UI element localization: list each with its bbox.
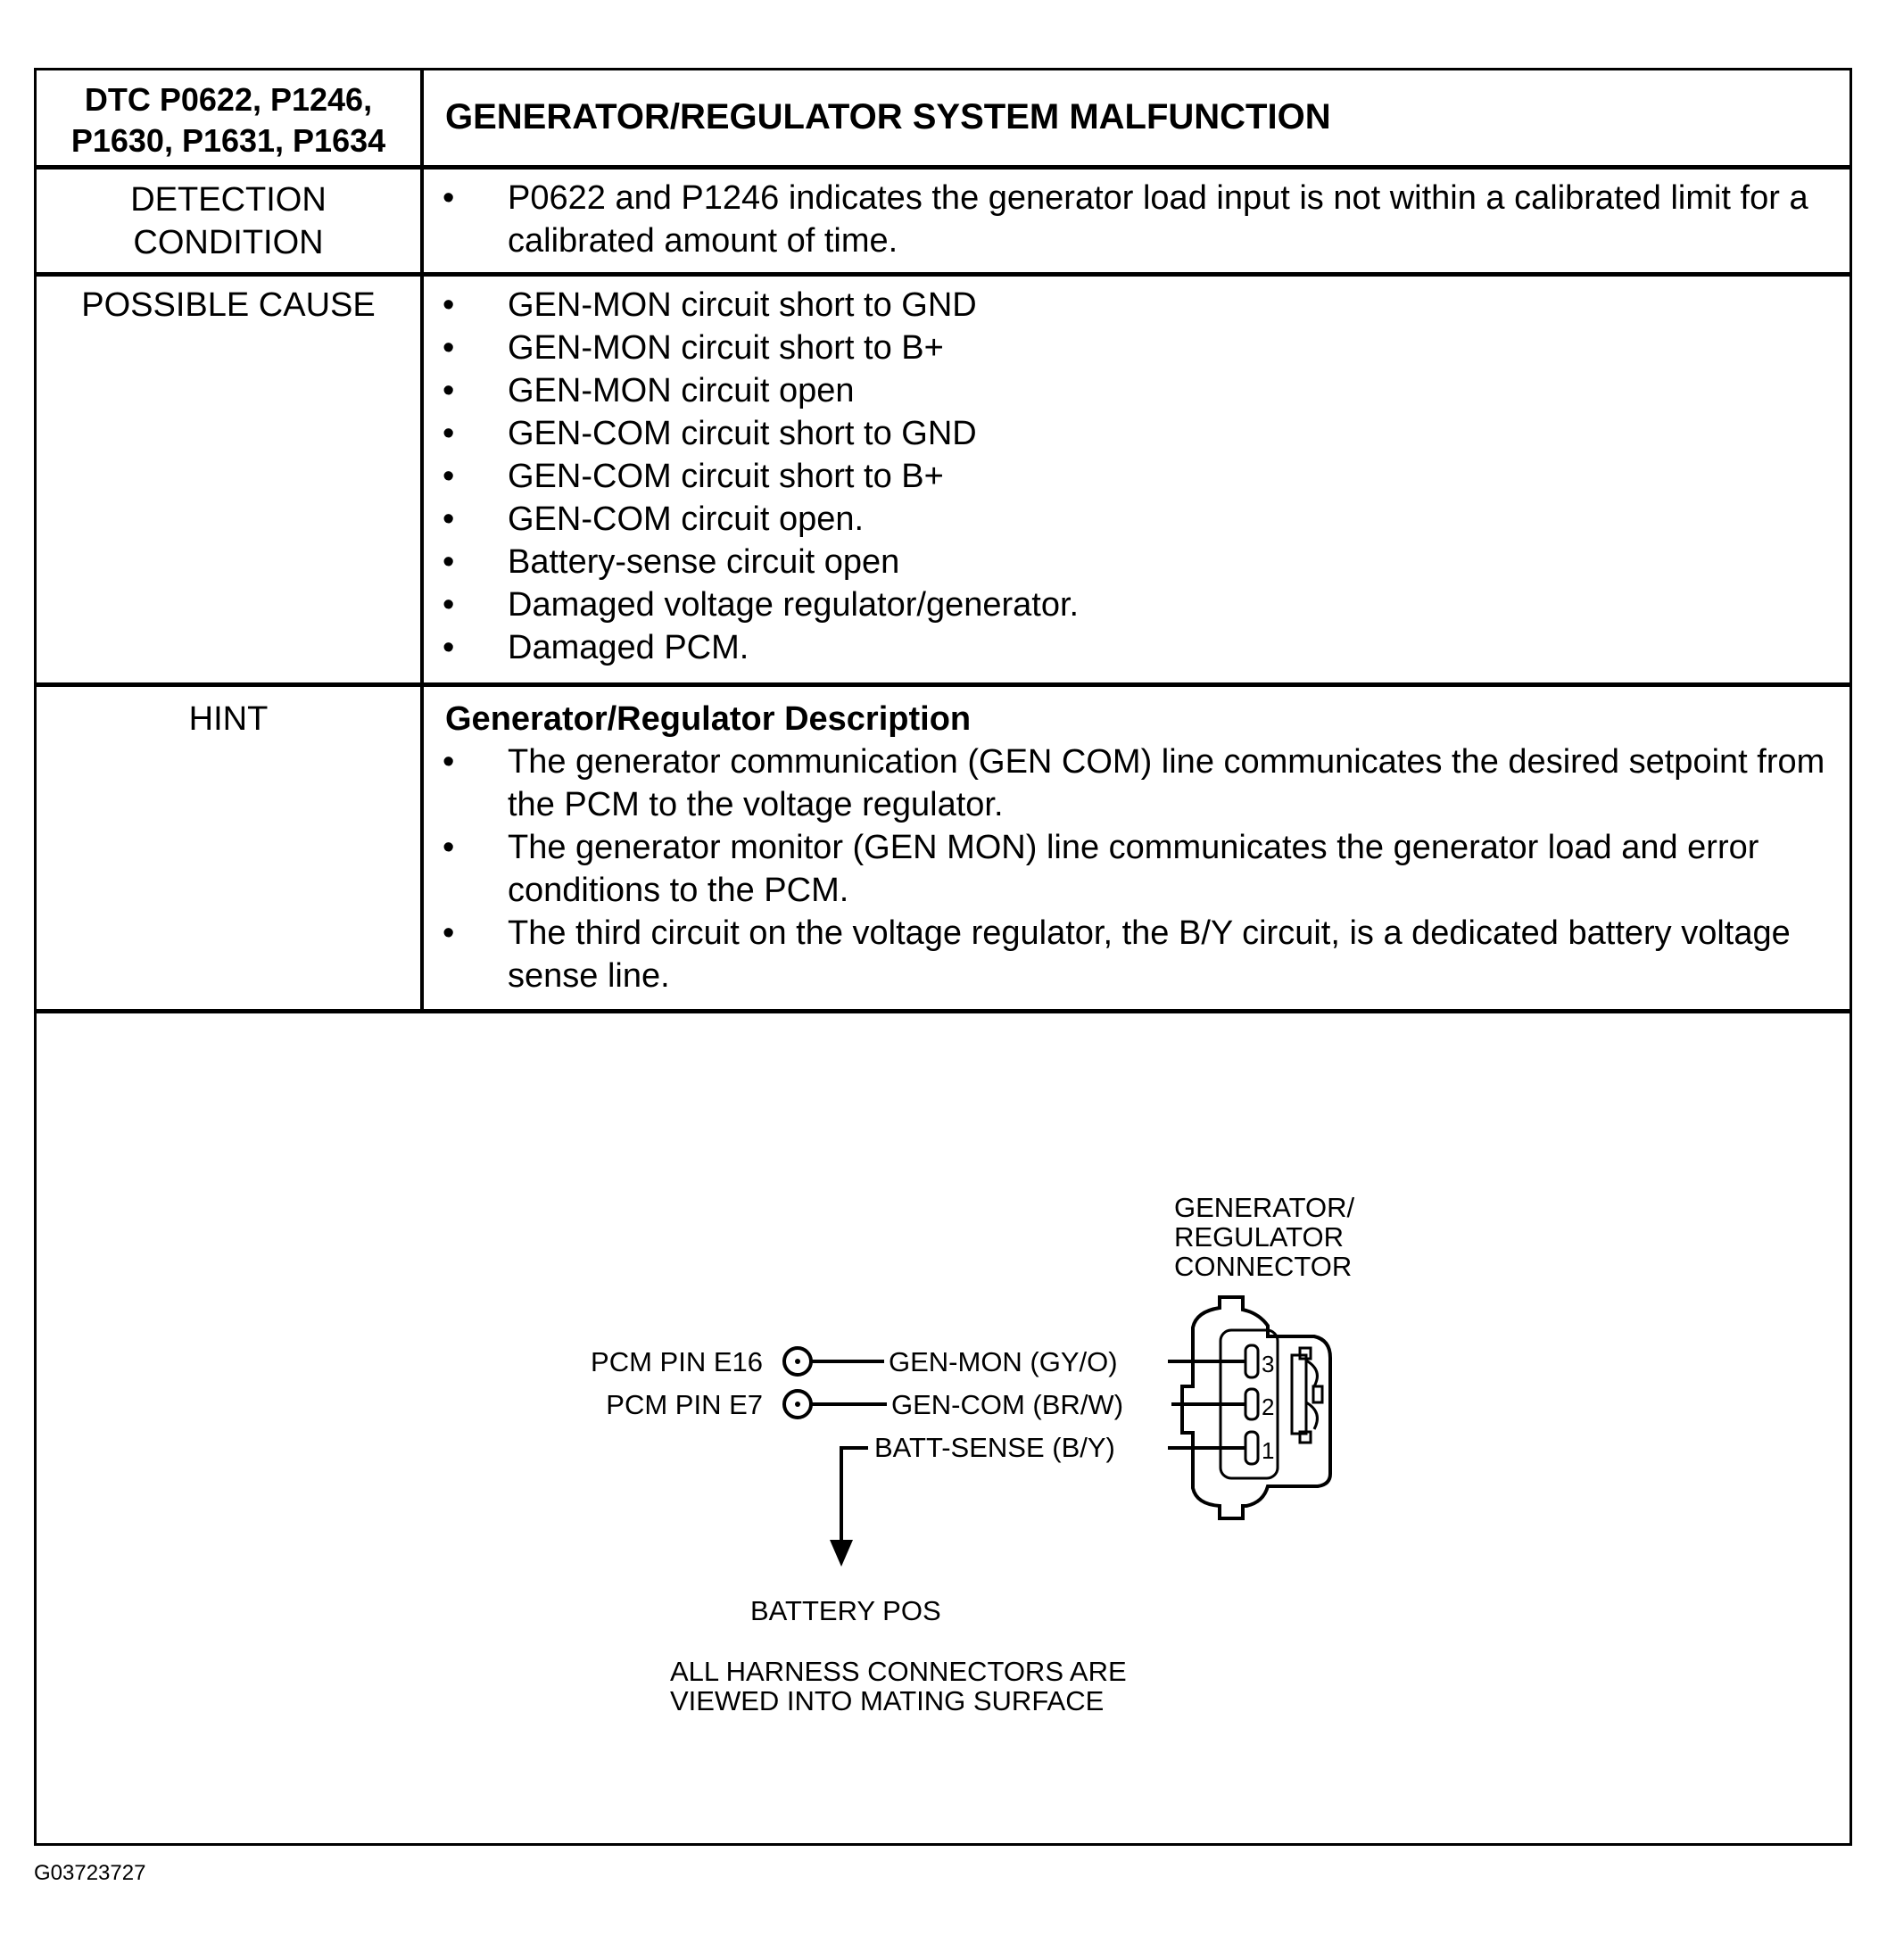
list-item: • P0622 and P1246 indicates the generator load input is not within a calibrated limit for a calibrated amount of time. — [427, 177, 1849, 262]
hint-title: Generator/Regulator Description — [445, 700, 972, 738]
note-line2: VIEWED INTO MATING SURFACE — [670, 1685, 1105, 1716]
hint-row — [37, 687, 1849, 1013]
hint-label: HINT — [37, 687, 424, 1009]
list-item: • Damaged PCM. — [427, 626, 1849, 669]
connector-title-line2: REGULATOR — [1174, 1221, 1345, 1253]
arrow-down-icon — [830, 1540, 853, 1567]
list-item: • Damaged voltage regulator/generator. — [427, 583, 1849, 626]
possible-cause-list — [427, 277, 1849, 682]
pcm-terminal-icon — [784, 1391, 811, 1418]
pcm-pin-e16-label: PCM PIN E16 — [591, 1346, 763, 1377]
list-item: • The third circuit on the voltage regulator, the B/Y circuit, is a dedicated battery voltage sense line. — [427, 912, 1849, 997]
detection-condition-value — [427, 170, 1849, 272]
battery-pos-label: BATTERY POS — [750, 1595, 941, 1626]
hint-content — [427, 687, 1849, 1009]
list-item: • GEN-MON circuit short to B+ — [427, 327, 1849, 369]
list-item: • The generator communication (GEN COM) line communicates the desired setpoint from the PCM to the voltage regulator. — [427, 740, 1849, 826]
detection-condition-row — [37, 170, 1849, 277]
diagram-row — [37, 1013, 1849, 1843]
generator-connector-icon — [1182, 1297, 1330, 1518]
list-item: • The generator monitor (GEN MON) line communicates the generator load and error conditions to the PCM. — [427, 826, 1849, 912]
detection-label-line1: DETECTION — [130, 181, 327, 219]
pin-3-label: 3 — [1262, 1351, 1275, 1377]
list-item: • GEN-MON circuit short to GND — [427, 284, 1849, 327]
possible-cause-label: POSSIBLE CAUSE — [37, 277, 424, 682]
list-item: • GEN-COM circuit short to B+ — [427, 455, 1849, 498]
pcm-pin-e7-label: PCM PIN E7 — [606, 1389, 763, 1420]
pin-2-label: 2 — [1262, 1394, 1275, 1420]
list-item: • GEN-COM circuit short to GND — [427, 412, 1849, 455]
header-row — [37, 70, 1849, 170]
gen-mon-circuit-label: GEN-MON (GY/O) — [889, 1346, 1118, 1377]
page-title: GENERATOR/REGULATOR SYSTEM MALFUNCTION — [445, 97, 1331, 136]
gen-com-circuit-label: GEN-COM (BR/W) — [891, 1389, 1124, 1420]
pcm-terminal-icon — [784, 1348, 811, 1375]
wiring-diagram — [37, 1013, 1855, 1843]
connector-title-line1: GENERATOR/ — [1174, 1192, 1355, 1223]
list-item: • GEN-MON circuit open — [427, 369, 1849, 412]
batt-sense-circuit-label: BATT-SENSE (B/Y) — [874, 1432, 1115, 1463]
figure-id: G03723727 — [34, 1861, 146, 1885]
note-line1: ALL HARNESS CONNECTORS ARE — [670, 1656, 1127, 1687]
detection-label-line2: CONDITION — [133, 224, 324, 261]
dtc-table — [34, 68, 1852, 1846]
list-item: • Battery-sense circuit open — [427, 541, 1849, 583]
possible-cause-row — [37, 277, 1849, 687]
dtc-codes-line1: DTC P0622, P1246, — [84, 81, 373, 118]
detection-condition-label — [37, 170, 424, 272]
pin-1-label: 1 — [1262, 1437, 1275, 1464]
dtc-codes-cell — [37, 70, 424, 165]
list-item: • GEN-COM circuit open. — [427, 498, 1849, 541]
connector-title-line3: CONNECTOR — [1174, 1251, 1353, 1282]
dtc-codes-line2: P1630, P1631, P1634 — [70, 122, 386, 159]
